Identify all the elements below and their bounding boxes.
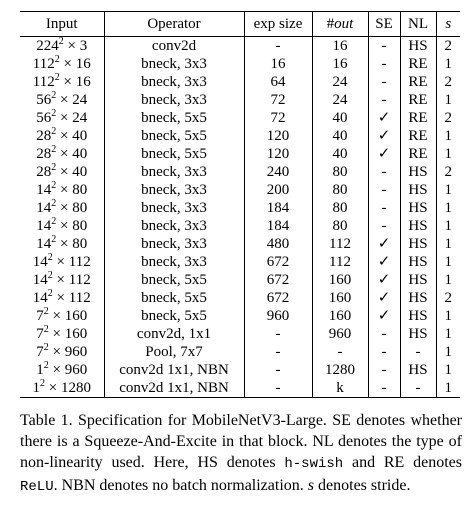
cell-nl: RE bbox=[400, 145, 436, 163]
cell-exp-size: 16 bbox=[244, 55, 312, 73]
cell-nl: HS bbox=[400, 361, 436, 379]
cell-nl: HS bbox=[400, 217, 436, 235]
cell-stride: 1 bbox=[436, 217, 460, 235]
input-exponent: 2 bbox=[47, 270, 53, 281]
cell-se: - bbox=[368, 379, 400, 398]
table-row bbox=[20, 379, 460, 398]
cell-stride: 2 bbox=[436, 73, 460, 91]
times-sign: × bbox=[45, 380, 61, 396]
caption-part3: . NBN denotes no batch normalization. bbox=[53, 477, 308, 494]
cell-out: 1280 bbox=[312, 361, 368, 379]
cell-nl: HS bbox=[400, 289, 436, 307]
times-sign: × bbox=[52, 290, 69, 306]
cell-stride: 1 bbox=[436, 55, 460, 73]
input-exponent: 2 bbox=[51, 162, 57, 173]
cell-input bbox=[20, 199, 104, 217]
cell-se: ✓ bbox=[368, 145, 400, 163]
table-row bbox=[20, 235, 460, 253]
cell-out: 160 bbox=[312, 289, 368, 307]
input-exponent: 2 bbox=[51, 126, 57, 137]
input-channels: 80 bbox=[72, 182, 88, 198]
cell-se: ✓ bbox=[368, 307, 400, 325]
table-row bbox=[20, 73, 460, 91]
input-base: 224 bbox=[36, 38, 59, 54]
input-base: 28 bbox=[36, 164, 52, 180]
cell-operator: bneck, 5x5 bbox=[104, 127, 244, 145]
cell-input bbox=[20, 235, 104, 253]
input-channels: 112 bbox=[68, 290, 91, 306]
input-exponent: 2 bbox=[51, 90, 57, 101]
cell-operator: bneck, 5x5 bbox=[104, 271, 244, 289]
input-exponent: 2 bbox=[40, 378, 46, 389]
cell-input bbox=[20, 127, 104, 145]
cell-se: ✓ bbox=[368, 253, 400, 271]
cell-out: 960 bbox=[312, 325, 368, 343]
table-row bbox=[20, 199, 460, 217]
header-input: Input bbox=[45, 16, 78, 32]
times-sign: × bbox=[52, 272, 69, 288]
table-row bbox=[20, 109, 460, 127]
cell-operator: bneck, 3x3 bbox=[104, 253, 244, 271]
header-operator: Operator bbox=[104, 12, 244, 37]
cell-exp-size: 64 bbox=[244, 73, 312, 91]
cell-nl: RE bbox=[400, 91, 436, 109]
times-sign: × bbox=[56, 110, 73, 126]
input-exponent: 2 bbox=[47, 288, 53, 299]
cell-se: - bbox=[368, 361, 400, 379]
input-exponent: 2 bbox=[51, 144, 57, 155]
input-exponent: 2 bbox=[43, 324, 49, 335]
cell-se: ✓ bbox=[368, 109, 400, 127]
table-caption bbox=[20, 410, 462, 498]
cell-input bbox=[20, 91, 104, 109]
input-exponent: 2 bbox=[51, 234, 57, 245]
cell-out: 24 bbox=[312, 73, 368, 91]
cell-operator: conv2d 1x1, NBN bbox=[104, 361, 244, 379]
cell-input bbox=[20, 325, 104, 343]
header-exp-size: exp size bbox=[244, 12, 312, 37]
cell-stride: 1 bbox=[436, 271, 460, 289]
cell-out: 160 bbox=[312, 307, 368, 325]
cell-operator: bneck, 3x3 bbox=[104, 73, 244, 91]
cell-exp-size: - bbox=[244, 361, 312, 379]
cell-out: 160 bbox=[312, 271, 368, 289]
input-base: 14 bbox=[36, 218, 52, 234]
header-out-word: out bbox=[334, 16, 354, 32]
cell-nl: HS bbox=[400, 253, 436, 271]
table-row bbox=[20, 271, 460, 289]
cell-se: ✓ bbox=[368, 235, 400, 253]
input-exponent: 2 bbox=[51, 180, 57, 191]
cell-exp-size: - bbox=[244, 379, 312, 398]
table-row bbox=[20, 91, 460, 109]
input-base: 7 bbox=[36, 344, 44, 360]
input-base: 1 bbox=[32, 380, 41, 396]
caption-hswish: h-swish bbox=[284, 456, 344, 472]
cell-exp-size: 120 bbox=[244, 127, 312, 145]
cell-exp-size: 480 bbox=[244, 235, 312, 253]
times-sign: × bbox=[56, 200, 73, 216]
cell-operator: bneck, 5x5 bbox=[104, 145, 244, 163]
input-channels: 112 bbox=[68, 272, 91, 288]
input-base: 14 bbox=[32, 254, 48, 270]
input-channels: 80 bbox=[72, 200, 88, 216]
cell-input bbox=[20, 361, 104, 379]
times-sign: × bbox=[63, 38, 80, 54]
cell-se: - bbox=[368, 325, 400, 343]
spec-table bbox=[20, 11, 460, 398]
cell-nl: RE bbox=[400, 73, 436, 91]
times-sign: × bbox=[56, 92, 73, 108]
input-exponent: 2 bbox=[54, 72, 60, 83]
header-stride: s bbox=[436, 12, 460, 37]
cell-stride: 1 bbox=[436, 127, 460, 145]
table-header bbox=[20, 12, 460, 37]
table-row bbox=[20, 55, 460, 73]
cell-nl: HS bbox=[400, 325, 436, 343]
cell-input bbox=[20, 181, 104, 199]
cell-exp-size: - bbox=[244, 37, 312, 56]
cell-operator: conv2d bbox=[104, 37, 244, 56]
cell-nl: HS bbox=[400, 199, 436, 217]
cell-nl: RE bbox=[400, 55, 436, 73]
caption-s-symbol: s bbox=[307, 477, 315, 494]
cell-operator: bneck, 3x3 bbox=[104, 217, 244, 235]
input-channels: 24 bbox=[72, 110, 88, 126]
input-base: 14 bbox=[32, 290, 48, 306]
input-exponent: 2 bbox=[43, 342, 49, 353]
cell-out: 16 bbox=[312, 37, 368, 56]
cell-stride: 1 bbox=[436, 325, 460, 343]
cell-se: - bbox=[368, 343, 400, 361]
table-row bbox=[20, 343, 460, 361]
cell-se: - bbox=[368, 55, 400, 73]
cell-se: - bbox=[368, 163, 400, 181]
cell-input bbox=[20, 253, 104, 271]
input-channels: 40 bbox=[72, 146, 88, 162]
cell-se: - bbox=[368, 217, 400, 235]
cell-exp-size: 72 bbox=[244, 91, 312, 109]
cell-operator: bneck, 3x3 bbox=[104, 199, 244, 217]
cell-stride: 2 bbox=[436, 109, 460, 127]
times-sign: × bbox=[56, 236, 73, 252]
input-exponent: 2 bbox=[51, 198, 57, 209]
cell-se: - bbox=[368, 181, 400, 199]
times-sign: × bbox=[56, 218, 73, 234]
cell-out: 112 bbox=[312, 253, 368, 271]
cell-out: - bbox=[312, 343, 368, 361]
header-row bbox=[20, 12, 460, 37]
input-base: 1 bbox=[36, 362, 44, 378]
input-channels: 960 bbox=[64, 344, 88, 360]
cell-operator: conv2d, 1x1 bbox=[104, 325, 244, 343]
table-row bbox=[20, 163, 460, 181]
input-channels: 24 bbox=[72, 92, 88, 108]
cell-nl: HS bbox=[400, 235, 436, 253]
cell-exp-size: 240 bbox=[244, 163, 312, 181]
cell-out: k bbox=[312, 379, 368, 398]
times-sign: × bbox=[48, 326, 65, 342]
input-channels: 80 bbox=[72, 218, 88, 234]
cell-stride: 1 bbox=[436, 379, 460, 398]
input-exponent: 2 bbox=[54, 54, 60, 65]
cell-exp-size: - bbox=[244, 343, 312, 361]
table-row bbox=[20, 37, 460, 56]
cell-input bbox=[20, 271, 104, 289]
input-base: 112 bbox=[32, 56, 55, 72]
times-sign: × bbox=[48, 344, 65, 360]
cell-se: - bbox=[368, 199, 400, 217]
cell-out: 24 bbox=[312, 91, 368, 109]
table-row bbox=[20, 307, 460, 325]
cell-stride: 2 bbox=[436, 37, 460, 56]
cell-operator: bneck, 5x5 bbox=[104, 307, 244, 325]
times-sign: × bbox=[48, 362, 65, 378]
cell-input bbox=[20, 145, 104, 163]
input-channels: 112 bbox=[68, 254, 91, 270]
times-sign: × bbox=[56, 164, 73, 180]
input-channels: 960 bbox=[64, 362, 88, 378]
cell-stride: 2 bbox=[436, 163, 460, 181]
table-row bbox=[20, 217, 460, 235]
cell-se: ✓ bbox=[368, 271, 400, 289]
input-channels: 80 bbox=[72, 236, 88, 252]
cell-stride: 2 bbox=[436, 289, 460, 307]
times-sign: × bbox=[59, 56, 76, 72]
cell-nl: RE bbox=[400, 127, 436, 145]
cell-exp-size: 200 bbox=[244, 181, 312, 199]
input-base: 112 bbox=[32, 74, 55, 90]
input-base: 56 bbox=[36, 92, 52, 108]
input-base: 28 bbox=[36, 128, 52, 144]
cell-exp-size: 960 bbox=[244, 307, 312, 325]
input-exponent: 2 bbox=[43, 360, 49, 371]
times-sign: × bbox=[56, 182, 73, 198]
cell-operator: conv2d 1x1, NBN bbox=[104, 379, 244, 398]
cell-out: 80 bbox=[312, 181, 368, 199]
input-exponent: 2 bbox=[43, 306, 49, 317]
cell-out: 40 bbox=[312, 109, 368, 127]
cell-nl: HS bbox=[400, 163, 436, 181]
cell-operator: bneck, 5x5 bbox=[104, 109, 244, 127]
cell-input bbox=[20, 307, 104, 325]
cell-nl: HS bbox=[400, 37, 436, 56]
cell-input bbox=[20, 379, 104, 398]
cell-stride: 1 bbox=[436, 343, 460, 361]
cell-input bbox=[20, 73, 104, 91]
cell-exp-size: 120 bbox=[244, 145, 312, 163]
cell-exp-size: 72 bbox=[244, 109, 312, 127]
cell-input bbox=[20, 289, 104, 307]
cell-input bbox=[20, 343, 104, 361]
cell-operator: bneck, 3x3 bbox=[104, 91, 244, 109]
input-channels: 40 bbox=[72, 164, 88, 180]
cell-stride: 1 bbox=[436, 235, 460, 253]
cell-exp-size: 184 bbox=[244, 217, 312, 235]
caption-part4: denotes stride. bbox=[314, 477, 411, 494]
cell-stride: 1 bbox=[436, 361, 460, 379]
input-channels: 160 bbox=[64, 308, 88, 324]
cell-se: - bbox=[368, 37, 400, 56]
times-sign: × bbox=[56, 146, 73, 162]
cell-nl: - bbox=[400, 343, 436, 361]
input-base: 7 bbox=[36, 326, 44, 342]
cell-se: ✓ bbox=[368, 289, 400, 307]
caption-part1: Table 1. Specification for MobileNetV3-Large. SE denotes whether there is a Squeeze-And-Excite in that block. NL denotes the type of non-linearity used. Here, HS denotes bbox=[20, 412, 462, 471]
caption-relu: ReLU bbox=[20, 479, 54, 495]
input-channels: 1280 bbox=[60, 380, 91, 396]
cell-operator: bneck, 3x3 bbox=[104, 235, 244, 253]
cell-exp-size: - bbox=[244, 325, 312, 343]
input-exponent: 2 bbox=[51, 108, 57, 119]
input-base: 28 bbox=[36, 146, 52, 162]
cell-exp-size: 672 bbox=[244, 271, 312, 289]
cell-stride: 1 bbox=[436, 145, 460, 163]
input-exponent: 2 bbox=[51, 216, 57, 227]
input-base: 14 bbox=[36, 236, 52, 252]
input-base: 14 bbox=[36, 182, 52, 198]
header-out-hash: # bbox=[326, 16, 335, 32]
cell-out: 80 bbox=[312, 199, 368, 217]
cell-operator: bneck, 3x3 bbox=[104, 163, 244, 181]
cell-input bbox=[20, 109, 104, 127]
input-base: 7 bbox=[36, 308, 44, 324]
cell-out: 80 bbox=[312, 217, 368, 235]
times-sign: × bbox=[59, 74, 76, 90]
cell-se: - bbox=[368, 91, 400, 109]
table-row bbox=[20, 145, 460, 163]
cell-out: 80 bbox=[312, 163, 368, 181]
cell-out: 40 bbox=[312, 145, 368, 163]
cell-out: 40 bbox=[312, 127, 368, 145]
input-channels: 16 bbox=[75, 74, 91, 90]
times-sign: × bbox=[56, 128, 73, 144]
caption-part2: and RE denotes bbox=[343, 454, 462, 471]
header-out bbox=[312, 12, 368, 37]
table-row bbox=[20, 181, 460, 199]
cell-exp-size: 672 bbox=[244, 289, 312, 307]
table-row bbox=[20, 253, 460, 271]
cell-stride: 1 bbox=[436, 307, 460, 325]
table-row bbox=[20, 289, 460, 307]
input-base: 14 bbox=[36, 200, 52, 216]
table-row bbox=[20, 127, 460, 145]
input-channels: 16 bbox=[75, 56, 91, 72]
cell-out: 16 bbox=[312, 55, 368, 73]
table-row bbox=[20, 325, 460, 343]
cell-stride: 1 bbox=[436, 199, 460, 217]
times-sign: × bbox=[52, 254, 69, 270]
cell-input bbox=[20, 37, 104, 56]
cell-exp-size: 184 bbox=[244, 199, 312, 217]
input-exponent: 2 bbox=[47, 252, 53, 263]
cell-operator: bneck, 3x3 bbox=[104, 55, 244, 73]
table-row bbox=[20, 361, 460, 379]
input-exponent: 2 bbox=[58, 36, 64, 47]
input-channels: 3 bbox=[79, 38, 88, 54]
input-base: 14 bbox=[32, 272, 48, 288]
times-sign: × bbox=[48, 308, 65, 324]
cell-stride: 1 bbox=[436, 253, 460, 271]
header-se: SE bbox=[368, 12, 400, 37]
cell-stride: 1 bbox=[436, 181, 460, 199]
cell-operator: bneck, 3x3 bbox=[104, 181, 244, 199]
input-channels: 40 bbox=[72, 128, 88, 144]
cell-input bbox=[20, 163, 104, 181]
cell-nl: - bbox=[400, 379, 436, 398]
cell-exp-size: 672 bbox=[244, 253, 312, 271]
cell-nl: HS bbox=[400, 181, 436, 199]
cell-out: 112 bbox=[312, 235, 368, 253]
input-channels: 160 bbox=[64, 326, 88, 342]
cell-stride: 1 bbox=[436, 91, 460, 109]
cell-nl: HS bbox=[400, 307, 436, 325]
cell-nl: RE bbox=[400, 109, 436, 127]
cell-nl: HS bbox=[400, 271, 436, 289]
table-body bbox=[20, 37, 460, 398]
cell-operator: Pool, 7x7 bbox=[104, 343, 244, 361]
cell-se: ✓ bbox=[368, 127, 400, 145]
cell-operator: bneck, 5x5 bbox=[104, 289, 244, 307]
cell-input bbox=[20, 217, 104, 235]
cell-se: - bbox=[368, 73, 400, 91]
input-base: 56 bbox=[36, 110, 52, 126]
cell-input bbox=[20, 55, 104, 73]
header-nl: NL bbox=[400, 12, 436, 37]
